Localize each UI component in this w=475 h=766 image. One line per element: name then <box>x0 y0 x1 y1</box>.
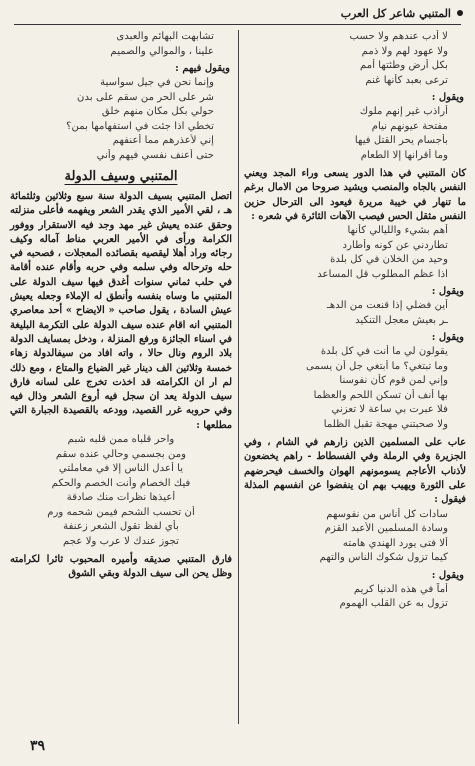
verse-line: ولا صحبتني مهجة تقبل الظلما <box>323 418 448 430</box>
verse-line: يقولون لي ما أنت في كل بلدة <box>320 346 448 358</box>
prose-paragraph: عاب على المسلمين الذين زارهم في الشام ، وفي الجزيرة وفي الرملة وفي الفسطاط - راهم يخضعون لأذناب الأعاجم يسومونهم الهوان والخسف فيحرضهم على الثورة ويهيب بهم ان ينفضوا عن انفسهم المذلة فيقول : <box>244 437 466 506</box>
header-title: المتنبي شاعر كل العرب <box>340 6 451 20</box>
verse-line: اذا عظم المطلوب قل المساعد <box>317 268 448 280</box>
column-divider <box>238 30 239 724</box>
verse-line: أهم بشيء والليالي كأنها <box>347 225 448 237</box>
verse-line: شر على الحر من سقم على بدن <box>77 91 214 103</box>
verse-line: وسادة المسلمين الأعبد القزم <box>324 523 448 535</box>
verse-line: علينا ، والموالي والصميم <box>110 45 214 57</box>
verse-line: سادات كل أناس من نفوسهم <box>326 508 448 520</box>
right-column <box>244 30 466 612</box>
verse-line: حولي بكل مكان منهم خلق <box>101 106 214 117</box>
verse-line: تجوز عندك لا عرب ولا عجم <box>63 535 179 547</box>
verse-line: فيك الخصام وأنت الخصم والحكم <box>51 477 191 489</box>
verse-line: مفتحة عيونهم نيام <box>371 120 448 132</box>
prose-paragraph: فارق المتنبي صديقه وأميره المحبوب ثائرا لكرامته وظل يحن الى سيف الدولة وبقي الشوق <box>10 554 232 580</box>
verse-line: ومن بجسمي وحالي عنده سقم <box>55 448 187 460</box>
verse-line: لا أدب عندهم ولا حسب <box>349 31 448 42</box>
verse-line: تخطي اذا جئت في استفهامها بمن؟ <box>66 120 214 132</box>
verse-line: بكل أرض وطئتها أمم <box>359 60 448 71</box>
verse-line: واحر قلباه ممن قلبه شبم <box>67 434 175 446</box>
verse-line: تشابهت البهائم والعبدى <box>116 31 214 42</box>
page-number: ٣٩ <box>30 738 46 754</box>
prose-paragraph: كان المتنبي في هذا الدور يسعى وراء المجد ويعني النفس بالجاه والمنصب ويشيد صروحا من الامال برغم ما تنهار في خيبة مريرة فيعود الى الترحال حزين النفس مثقل الحس فيصب الآهات الثائرة في شعره : <box>244 168 466 222</box>
header-rule <box>14 24 461 25</box>
verse-line: إني لأعذرهم مما أعنفهم <box>112 135 214 146</box>
verse-label: ويقول : <box>431 286 464 298</box>
prose-paragraph: اتصل المتنبي بسيف الدولة سنة سبع وثلاثين وثلثمائة هـ ، لقي الأمير الذي يقدر الشعر ويفهمه فأعلى منزلته وحقق عنده يعيش غير مهد وجد فيه الاستقرار ووفور الكرامة ورأى في الأمير العربي مناط آماله وكيف رجائه وراد أهلا ليقصيه بقصائده المعجلات ، فصحبه في حله وترحاله وفي سلمه وفي حربه وأقام عنده أقامة في حلب ثماني سنوات أغدق فيها سيف الدولة على المتنبي ما وساه بنفسه وأنطق له الإملاء وجعله يعيش عيش السادة ، يقول صاحب « الايضاح » أحد معاصري المتنبي انه اقام عنده سيف الدولة على التكرمة البليغة في اسناء الجائزة ورفع المنزلة ، ودخل بمسايف الدولة بلاد الروم ونال حالا ، واته افاد من سيفالدولة زهاء خمسة وثلاثين الف دينار غير الضياع والمتاع ، ومع ذلك لم ار ان الكرامته قد اخذت تخرج على لسانه فارق سيف الدولة يعد ان سجل فيه أروع الشعر وذال فيه وفي حروبه غرر القصيد، وودعه بالقصيدة الجبارة التي مطلعها : <box>10 191 232 431</box>
verse-line: بأجسام يحر القتل فيها <box>354 135 448 146</box>
verse-line: أماً في هذه الدنيا كريم <box>353 583 448 595</box>
verse-line: ألا فتى يورد الهندي هامته <box>342 537 448 549</box>
verse-line: بها أنف أن تسكن اللحم والعظما <box>313 389 448 401</box>
bullet-icon <box>457 10 463 16</box>
verse-line: وما أقرانها إلا الطعام <box>360 149 448 161</box>
left-column <box>10 30 232 582</box>
verse-line: أعيذها نظرات منك صادقة <box>66 492 176 504</box>
verse-label: ويقول : <box>431 569 464 581</box>
verse-line: ولا عهود لهم ولا ذمم <box>361 45 448 57</box>
section-title: المتنبي وسيف الدولة <box>64 169 178 184</box>
verse-line: وإنما نحن في جيل سواسية <box>100 77 214 88</box>
verse-line: وحيد من الخلان في كل بلدة <box>330 254 448 266</box>
running-header <box>12 4 463 22</box>
verse-line: يا أعدل الناس إلا في معاملتي <box>58 463 184 475</box>
verse-label: ويقول : <box>431 92 464 103</box>
verse-line: أين فضلي إذا قنعت من الدهـ <box>326 300 448 312</box>
verse-line: ـر بعيش معجل التنكيد <box>355 314 448 326</box>
verse-line: بأي لفظ تقول الشعر زعنفة <box>63 521 179 533</box>
verse-line: حتى أعنف نفسي فيهم وأني <box>96 149 214 161</box>
verse-line: وما تبتغي؟ ما أبتغي جل أن يسمى <box>305 360 448 372</box>
verse-line: تزول به عن القلب الهموم <box>339 598 448 610</box>
verse-line: ترعى بعبد كأنها غنم <box>365 74 448 86</box>
verse-line: كيما تزول شكوك الناس والتهم <box>319 552 448 564</box>
verse-line: وإني لمن قوم كأن نفوسنا <box>339 375 448 387</box>
verse-line: تطاردني عن كونه وأطارد <box>342 239 448 251</box>
verse-line: أن تحسب الشحم فيمن شحمه ورم <box>47 506 195 518</box>
verse-label: ويقول : <box>431 332 464 344</box>
verse-line: أراذب غير إنهم ملوك <box>359 106 448 117</box>
verse-label: ويقول فيهم : <box>175 63 230 74</box>
verse-line: فلا عبرت بي ساعة لا تعزني <box>331 404 448 416</box>
